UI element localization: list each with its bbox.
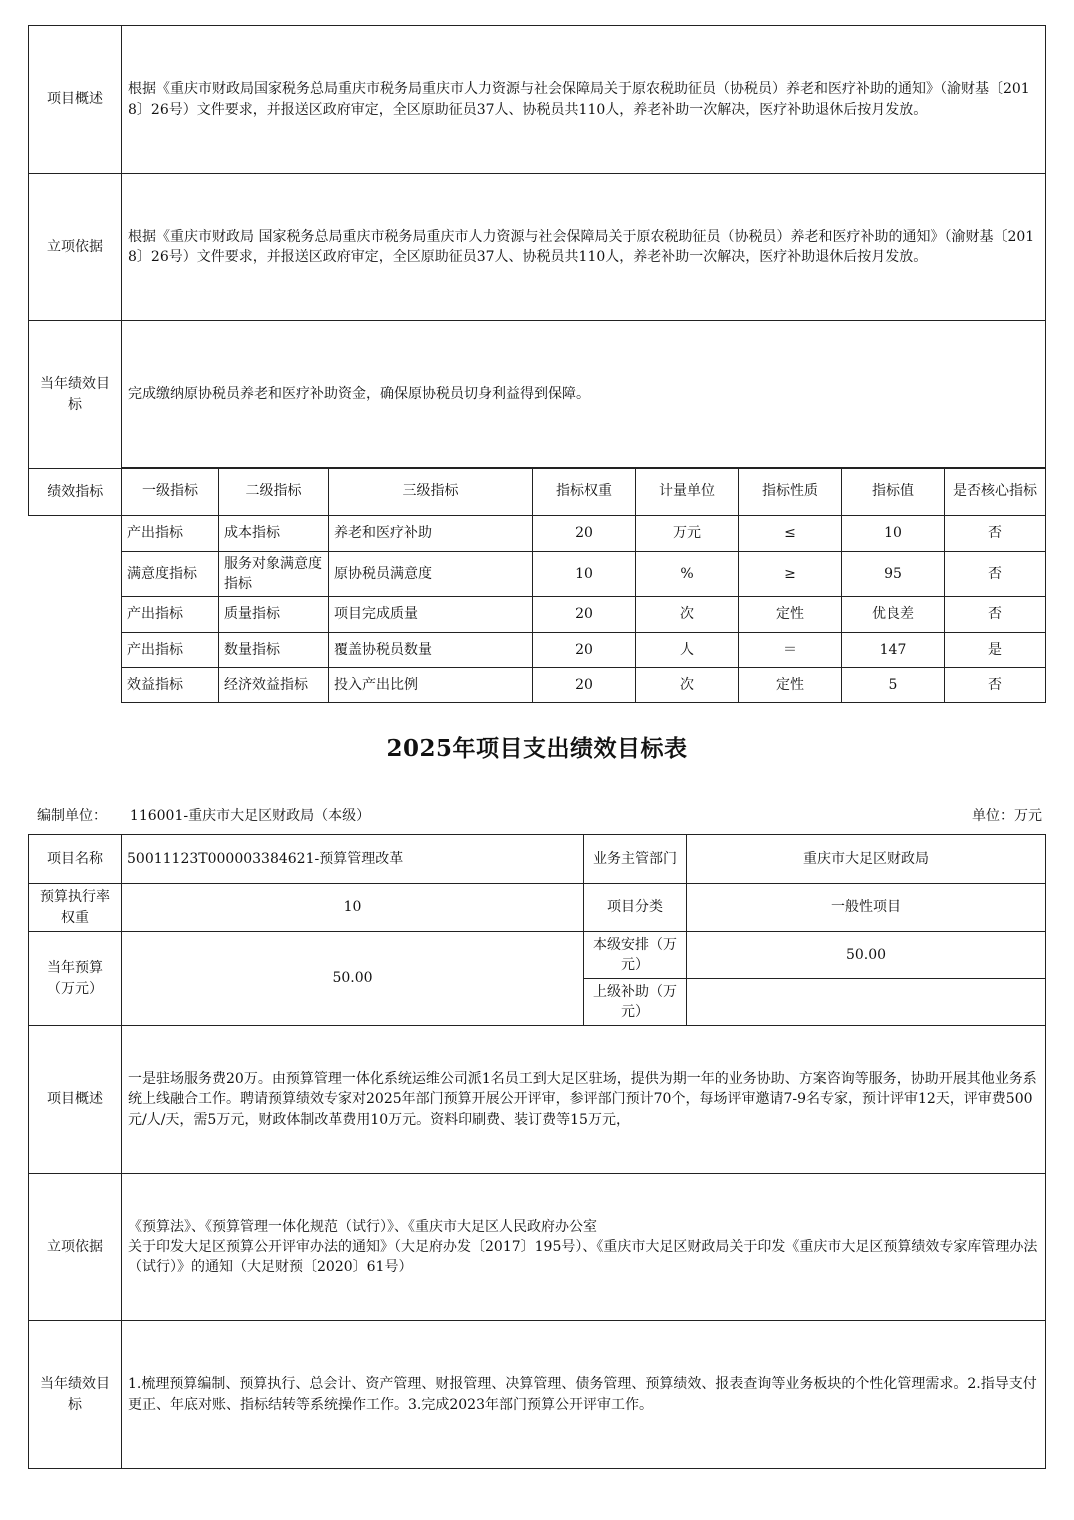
table-row — [122, 516, 1046, 552]
cell: 满意度指标 — [122, 552, 219, 597]
table-row — [122, 668, 1046, 703]
basis-label: 立项依据 — [29, 1174, 122, 1321]
org-label: 编制单位： — [37, 808, 107, 824]
cell: % — [636, 552, 739, 597]
cell: 是 — [945, 633, 1046, 668]
header-level3: 三级指标 — [329, 468, 533, 516]
cell: 经济效益指标 — [219, 668, 329, 703]
goal-label: 当年绩效目标 — [29, 1321, 122, 1469]
name-value: 50011123T000003384621-预算管理改革 — [122, 835, 584, 884]
cell: 定性 — [739, 668, 842, 703]
indicator-header-row — [122, 468, 1046, 516]
cell: 否 — [945, 668, 1046, 703]
cell: 20 — [533, 597, 636, 633]
overview-row — [29, 1026, 1046, 1174]
unit-text: 单位：万元 — [972, 808, 1042, 824]
indicator-table — [121, 467, 1046, 703]
category-label: 项目分类 — [584, 884, 687, 932]
dept-value: 重庆市大足区财政局 — [687, 835, 1046, 884]
table-row — [122, 597, 1046, 633]
cell: 否 — [945, 516, 1046, 552]
header-weight: 指标权重 — [533, 468, 636, 516]
upper-label: 上级补助（万元） — [584, 979, 687, 1026]
exec-row — [29, 884, 1046, 932]
dept-label: 业务主管部门 — [584, 835, 687, 884]
basis-text: 根据《重庆市财政局 国家税务总局重庆市税务局重庆市人力资源与社会保障局关于原农税助征员（协税员）养老和医疗补助的通知》（渝财基〔2018〕26号）文件要求，并报送区政府审定，全区原助征员37人、协税员共110人，养老补助一次解决，医疗补助退休后按月发放。 — [122, 174, 1046, 321]
cell: 定性 — [739, 597, 842, 633]
header-nature: 指标性质 — [739, 468, 842, 516]
budget-row — [29, 932, 1046, 979]
cell: ≥ — [739, 552, 842, 597]
cell: 产出指标 — [122, 633, 219, 668]
cell: 覆盖协税员数量 — [329, 633, 533, 668]
cell: 次 — [636, 597, 739, 633]
upper-value — [687, 979, 1046, 1026]
table-row — [122, 552, 1046, 597]
cell: 20 — [533, 633, 636, 668]
goal-text: 完成缴纳原协税员养老和医疗补助资金，确保原协税员切身利益得到保障。 — [122, 321, 1046, 469]
cell: 效益指标 — [122, 668, 219, 703]
local-value: 50.00 — [687, 932, 1046, 979]
exec-value: 10 — [122, 884, 584, 932]
cell: 人 — [636, 633, 739, 668]
cell: 质量指标 — [219, 597, 329, 633]
cell: 10 — [533, 552, 636, 597]
budget-value: 50.00 — [122, 932, 584, 1026]
goal-row — [29, 321, 1046, 469]
cell: 养老和医疗补助 — [329, 516, 533, 552]
indicators-label: 绩效指标 — [29, 469, 122, 516]
header-level2: 二级指标 — [219, 468, 329, 516]
cell: 5 — [842, 668, 945, 703]
header-value: 指标值 — [842, 468, 945, 516]
cell: 项目完成质量 — [329, 597, 533, 633]
basis-label: 立项依据 — [29, 174, 122, 321]
header-level1: 一级指标 — [122, 468, 219, 516]
cell: 投入产出比例 — [329, 668, 533, 703]
cell: 95 — [842, 552, 945, 597]
cell: ＝ — [739, 633, 842, 668]
cell: 优良差 — [842, 597, 945, 633]
cell: 20 — [533, 668, 636, 703]
goal-row — [29, 1321, 1046, 1469]
cell: 20 — [533, 516, 636, 552]
previous-project-table — [28, 25, 1046, 516]
cell: 否 — [945, 597, 1046, 633]
cell: ≤ — [739, 516, 842, 552]
overview-label: 项目概述 — [29, 26, 122, 174]
org-info — [37, 805, 370, 825]
name-label: 项目名称 — [29, 835, 122, 884]
overview-row — [29, 26, 1046, 174]
cell: 产出指标 — [122, 597, 219, 633]
overview-text: 根据《重庆市财政局国家税务总局重庆市税务局重庆市人力资源与社会保障局关于原农税助征员（协税员）养老和医疗补助的通知》（渝财基〔2018〕26号）文件要求，并报送区政府审定，全区原助征员37人、协税员共110人，养老补助一次解决，医疗补助退休后按月发放。 — [122, 26, 1046, 174]
org-value: 116001-重庆市大足区财政局（本级） — [129, 808, 371, 824]
goal-text: 1.梳理预算编制、预算执行、总会计、资产管理、财报管理、决算管理、债务管理、预算绩效、报表查询等业务板块的个性化管理需求。2.指导支付更正、年底对账、指标结转等系统操作工作。3.完成2023年部门预算公开评审工作。 — [122, 1321, 1046, 1469]
cell: 147 — [842, 633, 945, 668]
exec-label: 预算执行率权重 — [29, 884, 122, 932]
basis-text — [122, 1174, 1046, 1321]
cell: 原协税员满意度 — [329, 552, 533, 597]
table-row — [122, 633, 1046, 668]
budget-label: 当年预算（万元） — [29, 932, 122, 1026]
local-label: 本级安排（万元） — [584, 932, 687, 979]
basis-line-1: 《预算法》、《预算管理一体化规范（试行）》、《重庆市大足区人民政府办公室 — [128, 1218, 597, 1235]
goal-label: 当年绩效目标 — [29, 321, 122, 469]
cell: 否 — [945, 552, 1046, 597]
project-table — [28, 834, 1046, 1469]
cell: 次 — [636, 668, 739, 703]
header-unit: 计量单位 — [636, 468, 739, 516]
overview-label: 项目概述 — [29, 1026, 122, 1174]
basis-row — [29, 1174, 1046, 1321]
cell: 10 — [842, 516, 945, 552]
overview-text: 一是驻场服务费20万。由预算管理一体化系统运维公司派1名员工到大足区驻场，提供为期一年的业务协助、方案咨询等服务，协助开展其他业务系统上线融合工作。聘请预算绩效专家对2025年部门预算开展公开评审，参评部门预计70个，每场评审邀请7-9名专家，预计评审12天，评审费500元/人/天，需5万元，财政体制改革费用10万元。资料印刷费、装订费等15万元， — [122, 1026, 1046, 1174]
basis-line-2: 关于印发大足区预算公开评审办法的通知》（大足府办发〔2017〕195号）、《重庆市大足区财政局关于印发《重庆市大足区预算绩效专家库管理办法（试行）》的通知（大足财预〔2020〕61号） — [128, 1238, 1038, 1276]
cell: 产出指标 — [122, 516, 219, 552]
cell: 成本指标 — [219, 516, 329, 552]
cell: 万元 — [636, 516, 739, 552]
cell: 服务对象满意度指标 — [219, 552, 329, 597]
header-core: 是否核心指标 — [945, 468, 1046, 516]
category-value: 一般性项目 — [687, 884, 1046, 932]
name-row — [29, 835, 1046, 884]
basis-row — [29, 174, 1046, 321]
cell: 数量指标 — [219, 633, 329, 668]
page-title: 2025年项目支出绩效目标表 — [386, 735, 688, 762]
